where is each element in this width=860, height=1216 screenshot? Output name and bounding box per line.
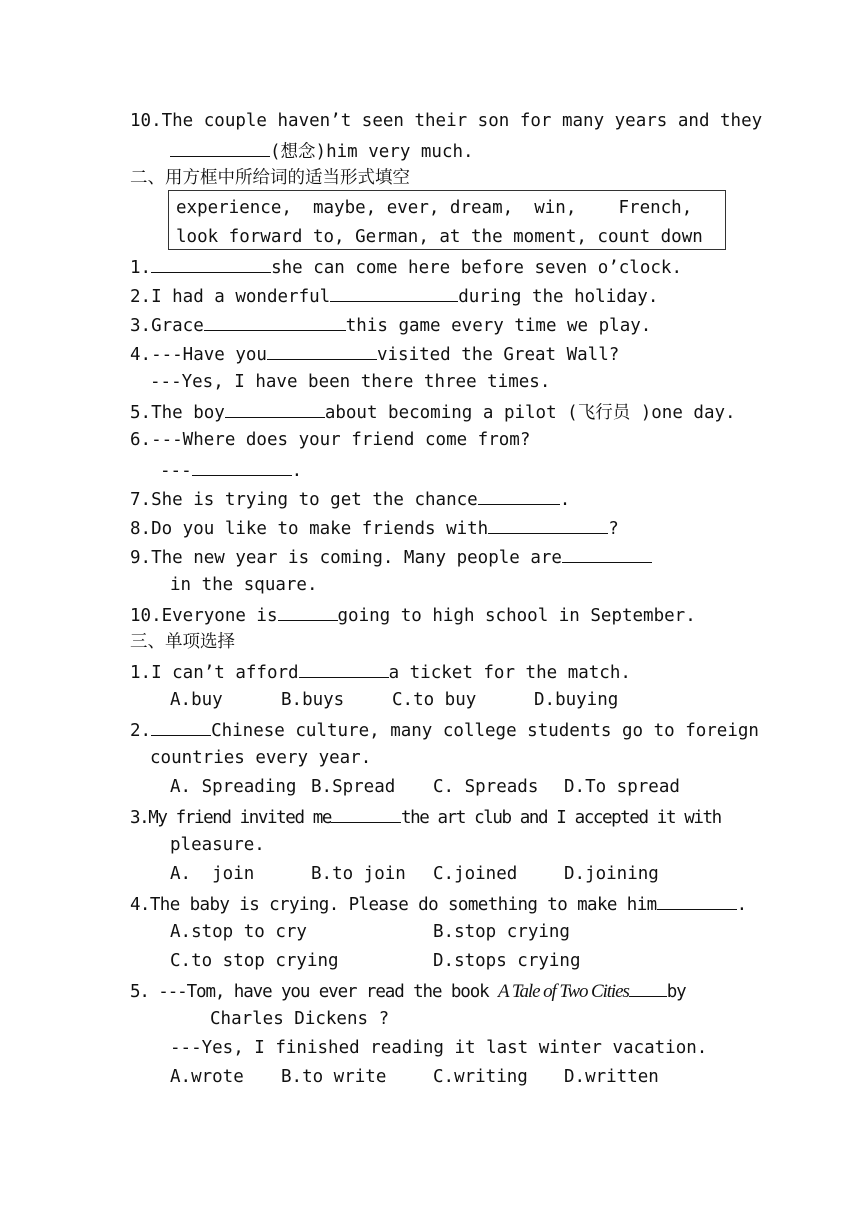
answer-blank[interactable] bbox=[267, 339, 377, 360]
answer-blank[interactable] bbox=[562, 542, 652, 563]
answer-blank[interactable] bbox=[331, 802, 401, 823]
section-3-title: 三、单项选择 bbox=[130, 632, 235, 652]
s2-q4: 4.---Have you visited the Great Wall? bbox=[130, 339, 619, 369]
answer-blank[interactable] bbox=[330, 281, 458, 302]
s2-q10: 10.Everyone is going to high school in September. bbox=[130, 600, 696, 630]
s3-q5-opt-d[interactable]: D.written bbox=[564, 1067, 659, 1087]
s3-q3-opt-c[interactable]: C.joined bbox=[433, 864, 518, 884]
s3-q1-opt-a[interactable]: A.buy bbox=[170, 690, 223, 710]
s2-q6: 6.---Where does your friend come from? bbox=[130, 430, 531, 450]
book-title: A Tale of Two Cities bbox=[498, 981, 629, 1002]
answer-blank[interactable] bbox=[204, 310, 346, 331]
s3-q2-opt-d[interactable]: D.To spread bbox=[564, 777, 680, 797]
s3-q5-line2: Charles Dickens ? bbox=[210, 1009, 390, 1029]
s3-q3-line2: pleasure. bbox=[170, 835, 265, 855]
answer-blank[interactable] bbox=[299, 657, 389, 678]
answer-blank[interactable] bbox=[478, 484, 560, 505]
s3-q1-opt-b[interactable]: B.buys bbox=[281, 690, 345, 710]
answer-blank[interactable] bbox=[629, 976, 667, 997]
s2-q7: 7.She is trying to get the chance . bbox=[130, 484, 570, 514]
word-box-line2: look forward to, German, at the moment, count down bbox=[176, 227, 703, 247]
s3-q1: 1.I can’t afford a ticket for the match. bbox=[130, 657, 631, 687]
s2-q6-answer: --- . bbox=[160, 455, 302, 485]
s3-q4: 4.The baby is crying. Please do something to make him . bbox=[130, 889, 747, 919]
s3-q1-opt-c[interactable]: C.to buy bbox=[392, 690, 477, 710]
s3-q4-opt-d[interactable]: D.stops crying bbox=[433, 951, 581, 971]
s3-q3: 3.My friend invited me the art club and I accepted it with bbox=[130, 802, 721, 832]
answer-blank[interactable] bbox=[278, 600, 338, 621]
s3-q2-opt-c[interactable]: C. Spreads bbox=[433, 777, 539, 797]
answer-blank[interactable] bbox=[151, 252, 271, 273]
word-box-line1: experience, maybe, ever, dream, win, French, bbox=[176, 198, 693, 218]
answer-blank[interactable] bbox=[170, 136, 270, 157]
s3-q2-opt-b[interactable]: B.Spread bbox=[311, 777, 396, 797]
s2-q3: 3.Grace this game every time we play. bbox=[130, 310, 651, 340]
s2-q5: 5.The boy about becoming a pilot (飞行员 )one day. bbox=[130, 397, 736, 427]
s3-q2: 2. Chinese culture, many college students go to foreign bbox=[130, 715, 759, 745]
s3-q5-opt-a[interactable]: A.wrote bbox=[170, 1067, 244, 1087]
prev-q10-line2: (想念)him very much. bbox=[170, 136, 474, 166]
prev-q10-line1: 10.The couple haven’t seen their son for many years and they bbox=[130, 111, 763, 131]
s3-q4-opt-c[interactable]: C.to stop crying bbox=[170, 951, 339, 971]
answer-blank[interactable] bbox=[151, 715, 211, 736]
s3-q5-answer: ---Yes, I finished reading it last winter vacation. bbox=[170, 1038, 708, 1058]
s2-q9: 9.The new year is coming. Many people are bbox=[130, 542, 652, 572]
answer-blank[interactable] bbox=[192, 455, 292, 476]
s3-q2-opt-a[interactable]: A. Spreading bbox=[170, 777, 297, 797]
s3-q5: 5. ---Tom, have you ever read the book A Tale of Two Cities by bbox=[130, 976, 686, 1006]
s2-q2: 2.I had a wonderful during the holiday. bbox=[130, 281, 658, 311]
s3-q1-opt-d[interactable]: D.buying bbox=[534, 690, 619, 710]
section-2-title: 二、用方框中所给词的适当形式填空 bbox=[130, 168, 410, 188]
answer-blank[interactable] bbox=[488, 513, 608, 534]
s3-q5-opt-c[interactable]: C.writing bbox=[433, 1067, 528, 1087]
s3-q3-opt-d[interactable]: D.joining bbox=[564, 864, 659, 884]
s2-q1: 1. she can come here before seven o’clock. bbox=[130, 252, 682, 282]
s3-q4-opt-b[interactable]: B.stop crying bbox=[433, 922, 570, 942]
s2-q9-line2: in the square. bbox=[170, 575, 318, 595]
s3-q3-opt-b[interactable]: B.to join bbox=[311, 864, 406, 884]
answer-blank[interactable] bbox=[225, 397, 325, 418]
s3-q4-opt-a[interactable]: A.stop to cry bbox=[170, 922, 307, 942]
s2-q4-answer: ---Yes, I have been there three times. bbox=[150, 372, 551, 392]
s3-q5-opt-b[interactable]: B.to write bbox=[281, 1067, 387, 1087]
s2-q8: 8.Do you like to make friends with ? bbox=[130, 513, 619, 543]
answer-blank[interactable] bbox=[657, 889, 737, 910]
s3-q3-opt-a[interactable]: A. join bbox=[170, 864, 255, 884]
s3-q2-line2: countries every year. bbox=[150, 748, 372, 768]
